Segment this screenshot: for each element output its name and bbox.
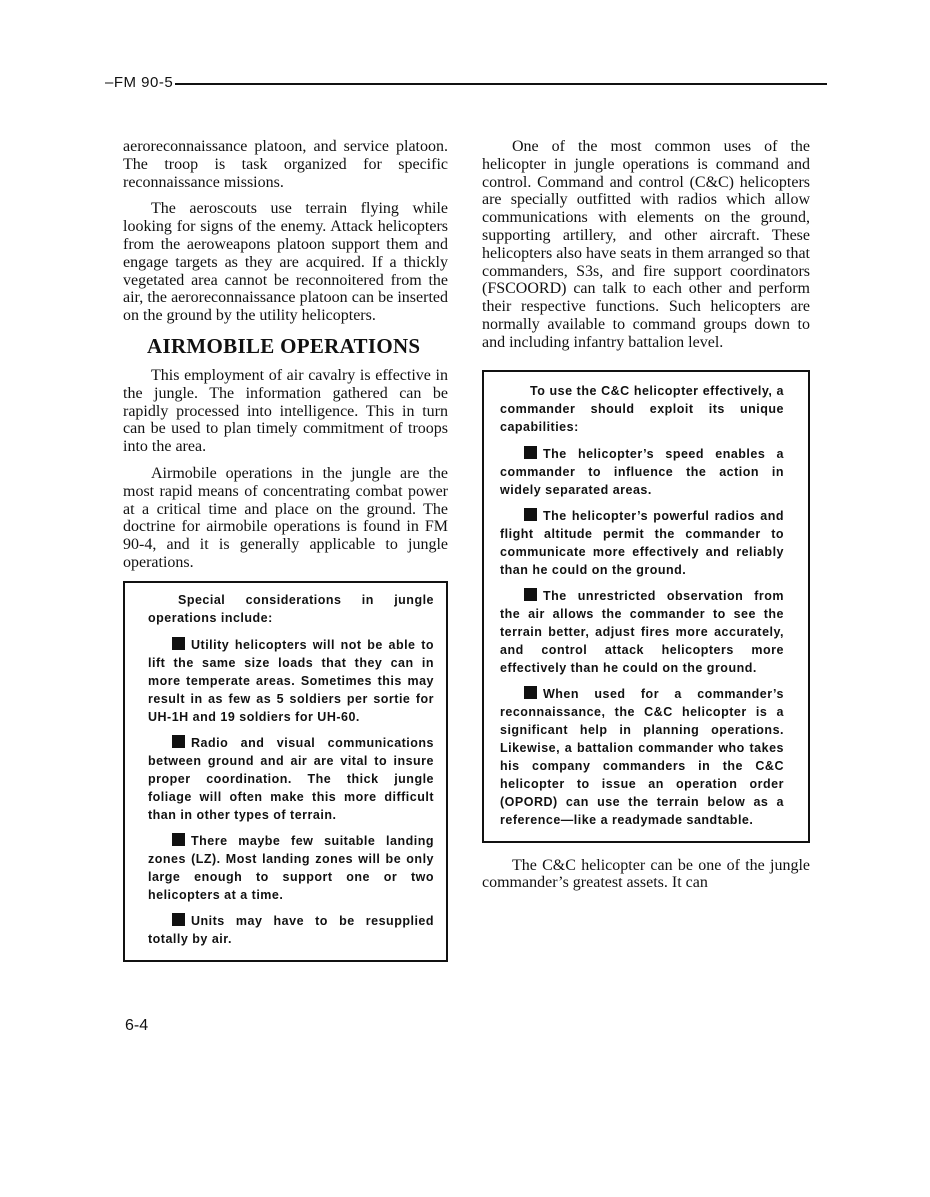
bullet-text: The helicopter’s speed enables a commander to influence the action in widely separated areas. — [500, 446, 784, 497]
bullet-text: Radio and visual communications between ground and air are vital to insure proper coordination. The thick jungle foliage will often make this more difficult than in other types of terrain. — [148, 735, 434, 822]
left-column — [123, 138, 448, 962]
box-bullet — [500, 445, 784, 499]
bullet-text: Utility helicopters will not be able to lift the same size loads that they can in more temperate areas. Sometimes this may result in as few as 5 soldiers per sortie for UH-1H and 19 soldiers for UH-60. — [148, 637, 434, 724]
square-bullet-icon — [172, 735, 185, 748]
bullet-text: Units may have to be resupplied totally by air. — [148, 913, 434, 946]
page-number: 6-4 — [125, 1017, 149, 1034]
paragraph: Airmobile operations in the jungle are the most rapid means of concentrating combat power at a critical time and place on the ground. The doctrine for airmobile operations is found in FM 90-4, and it is generally applicable to jungle operations. — [123, 464, 448, 571]
square-bullet-icon — [524, 588, 537, 601]
square-bullet-icon — [524, 686, 537, 699]
bullet-text: The unrestricted observation from the air allows the commander to see the terrain better, adjust fires more accurately, and control attack helicopters more effectively than he could on the ground. — [500, 588, 784, 675]
box-bullet — [500, 587, 784, 677]
publication-id: –FM 90-5 — [105, 74, 174, 91]
header-rule — [175, 83, 827, 85]
box-intro: To use the C&C helicopter effectively, a commander should exploit its unique capabilities: — [500, 383, 784, 434]
paragraph: The C&C helicopter can be one of the jungle commander’s greatest assets. It can — [482, 856, 810, 892]
box-bullet — [148, 636, 434, 726]
section-heading: AIRMOBILE OPERATIONS — [147, 333, 421, 358]
bullet-text: The helicopter’s powerful radios and flight altitude permit the commander to communicate more effectively and reliably than he could on the ground. — [500, 508, 784, 577]
square-bullet-icon — [172, 913, 185, 926]
box-bullet — [500, 685, 784, 829]
paragraph: aeroreconnaissance platoon, and service platoon. The troop is task organized for specific reconnaissance missions. — [123, 138, 448, 191]
paragraph: The aeroscouts use terrain flying while looking for signs of the enemy. Attack helicopters from the aeroweapons platoon support them and engage targets as they are acquired. If a thickly vegetated area cannot be reconnoitered from the air, the aeroreconnaissance platoon can be inserted on the ground by the utility helicopters. — [123, 200, 448, 325]
box-bullet — [500, 507, 784, 579]
box-bullet — [148, 734, 434, 824]
paragraph: One of the most common uses of the helicopter in jungle operations is command and control. Command and control (C&C) helicopters are specially outfitted with radios which allow communications with elements on the ground, supporting artillery, and other aircraft. These helicopters also have seats in them arranged so that commanders, S3s, and fire support coordinators (FSCOORD) can talk to each other and perform their respective functions. Such helicopters are normally available to command groups down to and including infantry battalion level. — [482, 138, 810, 351]
square-bullet-icon — [524, 446, 537, 459]
box-intro: Special considerations in jungle operations include: — [148, 592, 434, 625]
bullet-text: When used for a commander’s reconnaissance, the C&C helicopter is a significant help in planning operations. Likewise, a battalion commander who takes his company commanders in the C&C helicopter to issue an operation order (OPORD) can use the terrain below as a reference—like a readymade sandtable. — [500, 686, 784, 827]
page-header — [105, 74, 827, 91]
box-bullet — [148, 912, 434, 948]
right-column — [482, 138, 810, 901]
square-bullet-icon — [172, 833, 185, 846]
bullet-text: There maybe few suitable landing zones (LZ). Most landing zones will be only large enough to support one or two helicopters at a time. — [148, 833, 434, 902]
square-bullet-icon — [172, 637, 185, 650]
square-bullet-icon — [524, 508, 537, 521]
cc-helicopter-box — [482, 370, 810, 843]
paragraph: This employment of air cavalry is effective in the jungle. The information gathered can be rapidly processed into intelligence. This in turn can be used to plan timely commitment of troops into the area. — [123, 366, 448, 456]
box-bullet — [148, 832, 434, 904]
special-considerations-box — [123, 581, 448, 962]
